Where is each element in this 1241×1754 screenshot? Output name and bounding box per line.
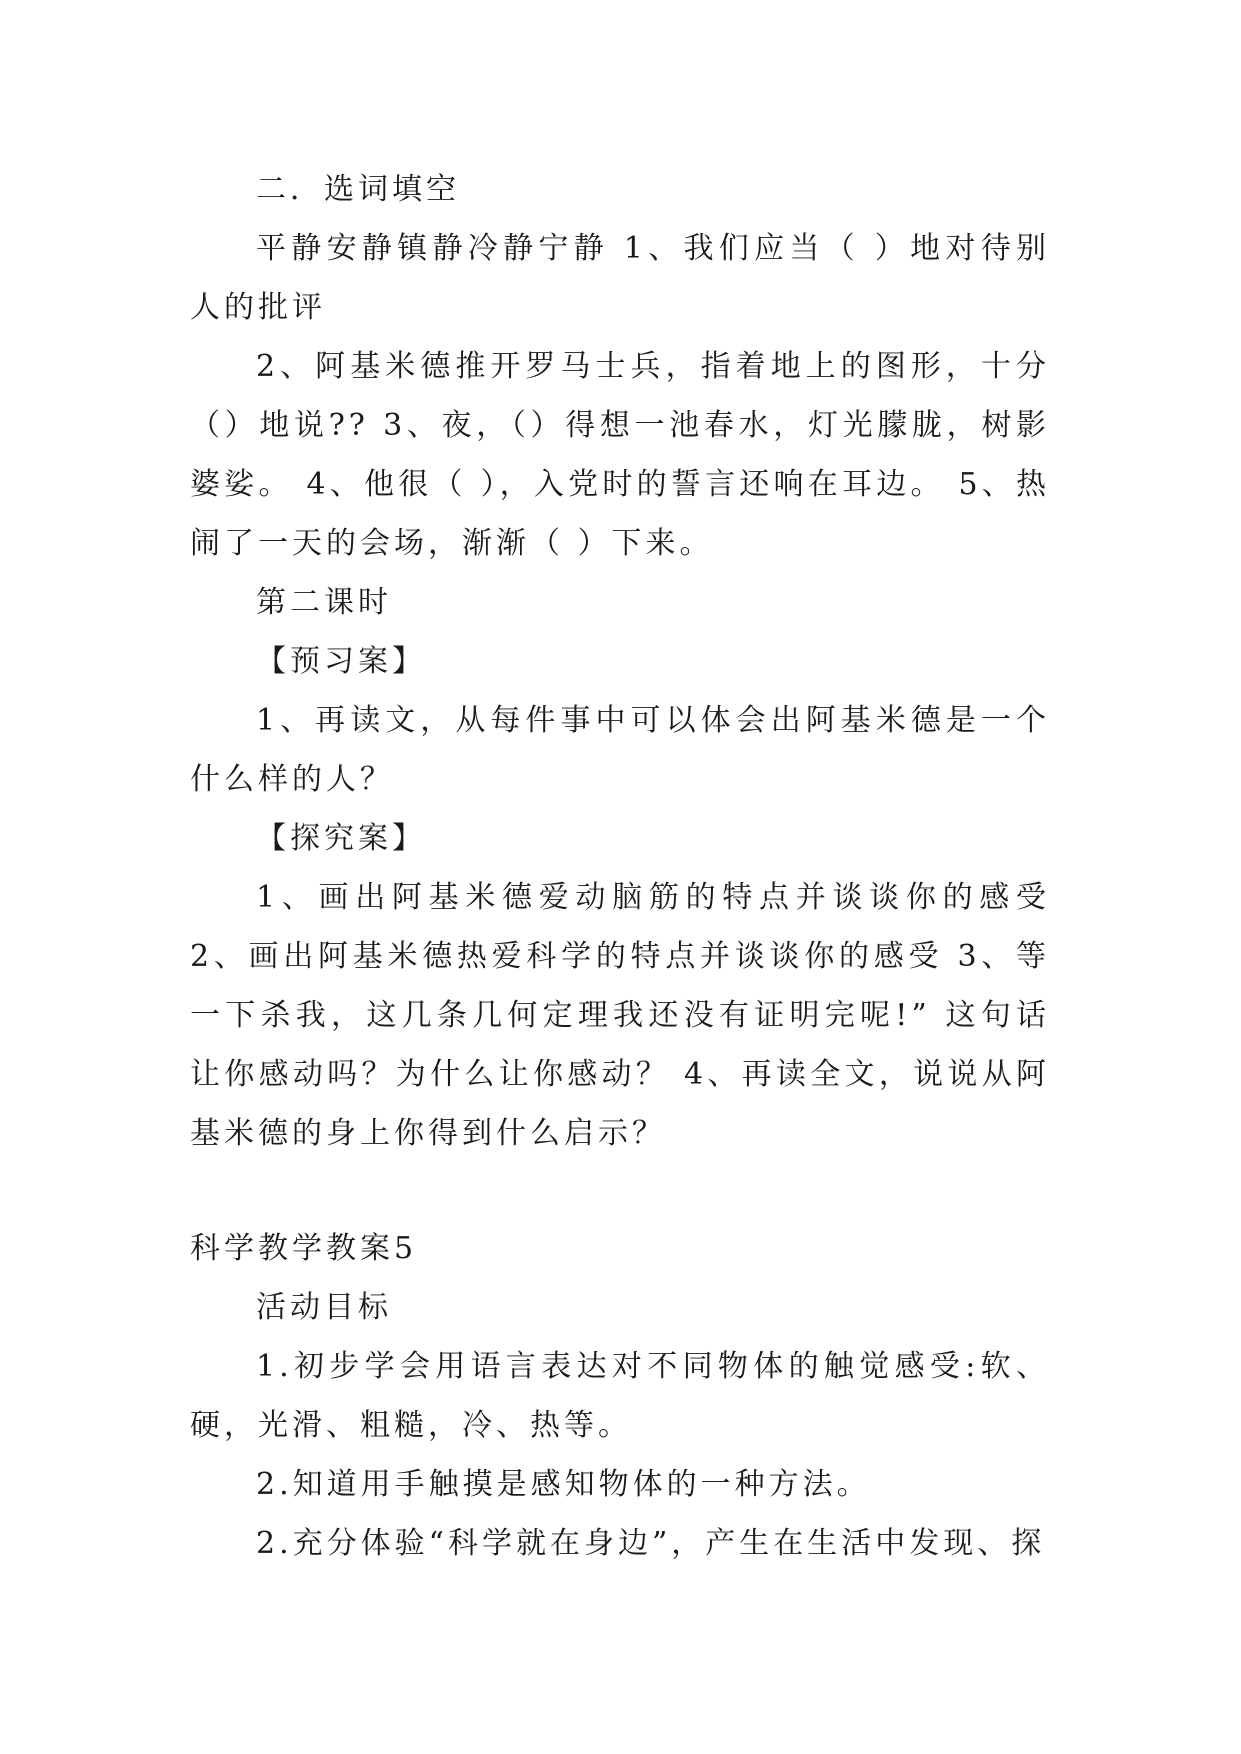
section-heading: 活动目标 — [256, 1290, 392, 1325]
paragraph: 1、再读文，从每件事中可以体会出阿基米德是一个什么样的人？ — [190, 703, 1050, 797]
paragraph: 1.初步学会用语言表达对不同物体的触觉感受:软、硬，光滑、粗糙，冷、热等。 — [190, 1349, 1050, 1443]
section-heading: 【预习案】 — [256, 644, 426, 679]
paragraph: 2、阿基米德推开罗马士兵，指着地上的图形，十分（）地说?? 3、夜，（）得想一池春水，灯光朦胧，树影婆娑。 4、他很（ ），入党时的誓言还响在耳边。 5、热闹了一天的会场，渐渐（ ）下来。 — [190, 349, 1050, 561]
paragraph: 平静安静镇静冷静宁静 1、我们应当（ ）地对待别人的批评 — [190, 231, 1050, 325]
paragraph: 2.知道用手触摸是感知物体的一种方法。 — [256, 1467, 871, 1502]
lesson-heading: 第二课时 — [256, 585, 392, 620]
section-heading: 二．选词填空 — [256, 172, 460, 207]
document-page — [190, 160, 1050, 1573]
document-title: 科学教学教案5 — [190, 1231, 418, 1266]
paragraph: 2.充分体验“科学就在身边”，产生在生活中发现、探 — [256, 1526, 1046, 1561]
section-heading: 【探究案】 — [256, 821, 426, 856]
paragraph: 1、画出阿基米德爱动脑筋的特点并谈谈你的感受 2、画出阿基米德热爱科学的特点并谈谈你的感受 3、等一下杀我，这几条几何定理我还没有证明完呢!” 这句话让你感动吗？为什么让你感动？ 4、再读全文，说说从阿基米德的身上你得到什么启示？ — [190, 880, 1050, 1151]
